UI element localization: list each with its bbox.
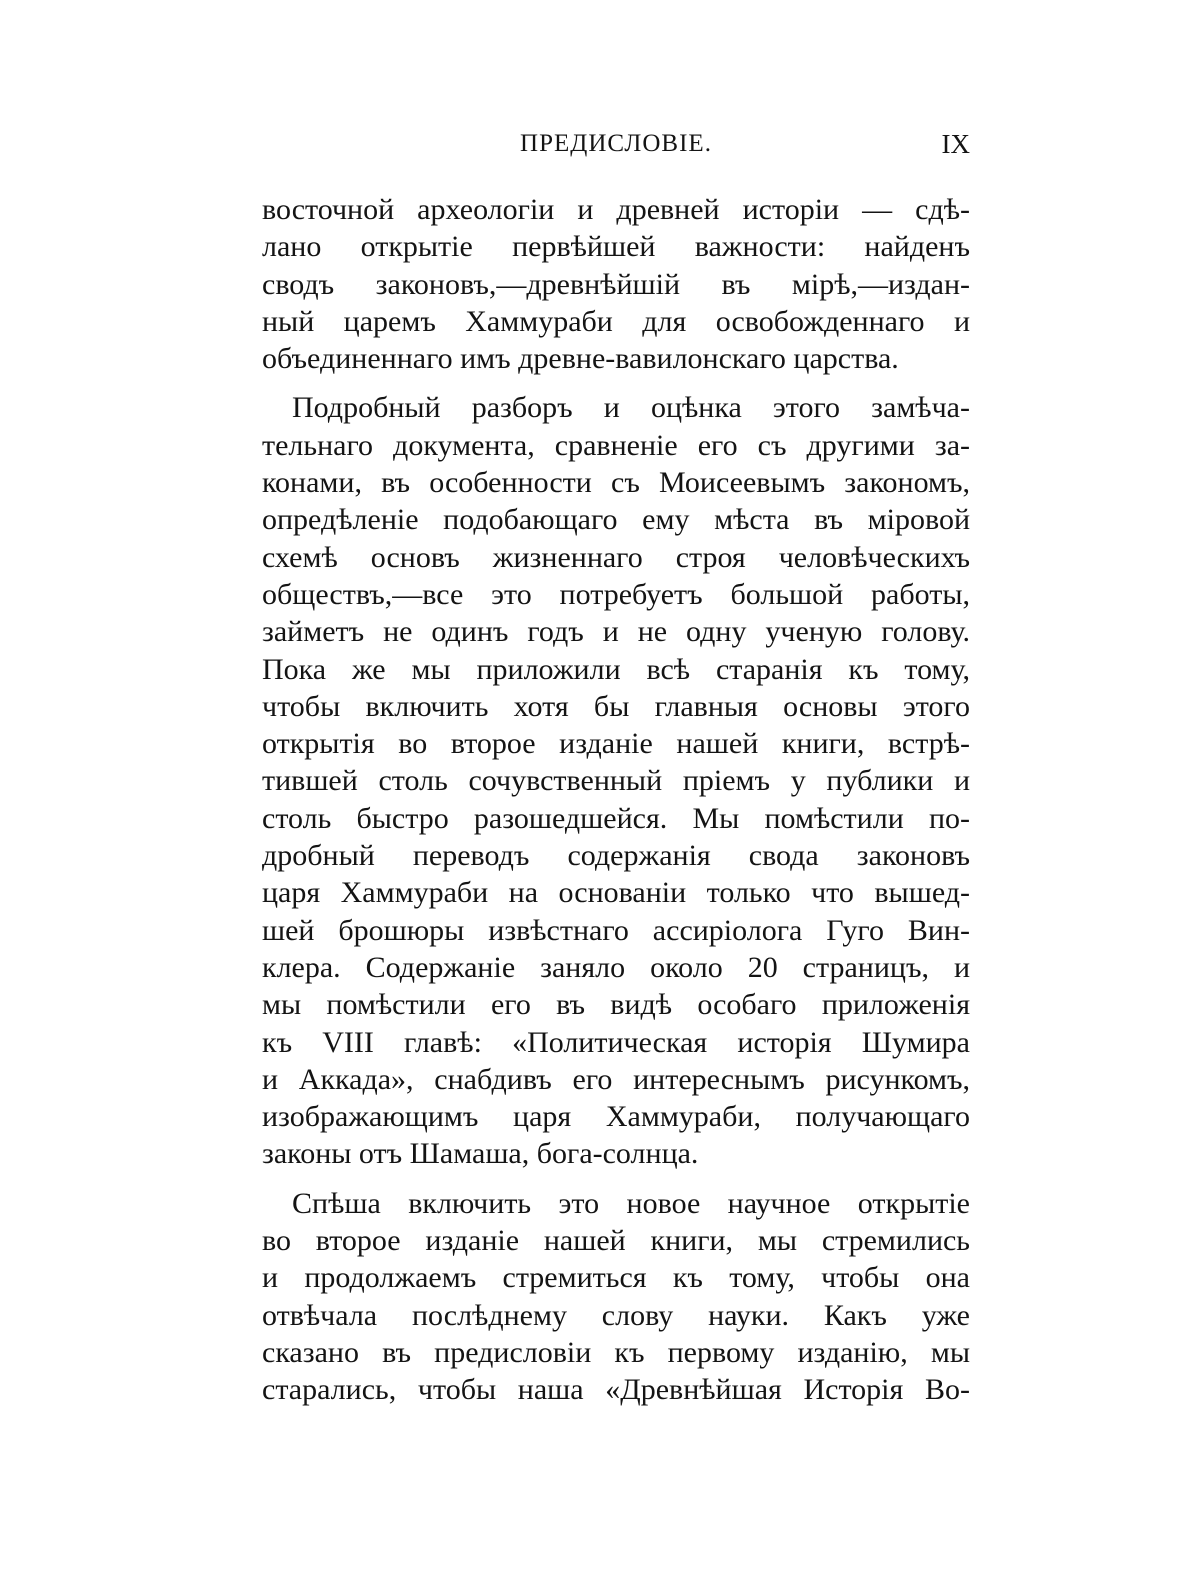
text-line: займетъ не одинъ годъ и не одну ученую голову. [262, 615, 970, 649]
page-title: ПРЕДИСЛОВІЕ. [520, 130, 712, 157]
text-line: клера. Содержаніе заняло около 20 страницъ, и [262, 950, 970, 984]
text-line: ный царемъ Хаммураби для освобожденнаго и [262, 304, 970, 338]
text-line: Спѣша включить это новое научное открытіе [292, 1186, 970, 1220]
text-line: во второе изданіе нашей книги, мы стремились [262, 1224, 970, 1258]
text-line: открытія во второе изданіе нашей книги, встрѣ- [262, 727, 970, 761]
text-line: и Аккада», снабдивъ его интереснымъ рисункомъ, [262, 1062, 970, 1096]
text-line: опредѣленіе подобающаго ему мѣста въ міровой [262, 503, 970, 537]
text-line: къ VIII главѣ: «Политическая исторія Шумира [262, 1025, 970, 1059]
text-line: законы отъ Шамаша, бога-солнца. [262, 1137, 699, 1171]
text-line: изображающимъ царя Хаммураби, получающаго [262, 1100, 970, 1134]
text-line: тельнаго документа, сравненіе его съ другими за- [262, 428, 970, 462]
text-line: объединеннаго имъ древне-вавилонскаго царства. [262, 342, 899, 376]
running-head [262, 128, 970, 160]
text-line: мы помѣстили его въ видѣ особаго приложенія [262, 988, 970, 1022]
text-line: схемѣ основъ жизненнаго строя человѣческихъ [262, 540, 970, 574]
text-line: лано открытіе первѣйшей важности: найденъ [262, 230, 970, 264]
paragraph-gap [262, 377, 970, 389]
text-line: Подробный разборъ и оцѣнка этого замѣча- [292, 391, 970, 425]
text-line: обществъ,—все это потребуетъ большой работы, [262, 577, 970, 611]
text-line: восточной археологіи и древней исторіи — сдѣ- [262, 193, 970, 226]
text-line: старались, чтобы наша «Древнѣйшая Исторія Во- [262, 1373, 970, 1407]
text-line: конами, въ особенности съ Моисеевымъ закономъ, [262, 466, 970, 500]
text-line: тившей столь сочувственный пріемъ у публики и [262, 764, 970, 798]
text-line: шей брошюры извѣстнаго ассиріолога Гуго Вин- [262, 913, 970, 947]
text-line: и продолжаемъ стремиться къ тому, чтобы она [262, 1261, 970, 1295]
page-number: IX [941, 129, 970, 159]
paragraph-gap [262, 1173, 970, 1185]
text-line: царя Хаммураби на основаніи только что вышед- [262, 876, 970, 910]
text-line: сводъ законовъ,—древнѣйшій въ мірѣ,—издан- [262, 267, 970, 301]
body-text [262, 191, 970, 1409]
text-line: дробный переводъ содержанія свода законовъ [262, 839, 970, 873]
text-line: столь быстро разошедшейся. Мы помѣстили по- [262, 801, 970, 835]
text-line: Пока же мы приложили всѣ старанія къ тому, [262, 652, 970, 686]
text-line: отвѣчала послѣднему слову науки. Какъ уже [262, 1298, 970, 1332]
text-line: сказано въ предисловіи къ первому изданію, мы [262, 1335, 970, 1369]
text-line: чтобы включить хотя бы главныя основы этого [262, 689, 970, 723]
